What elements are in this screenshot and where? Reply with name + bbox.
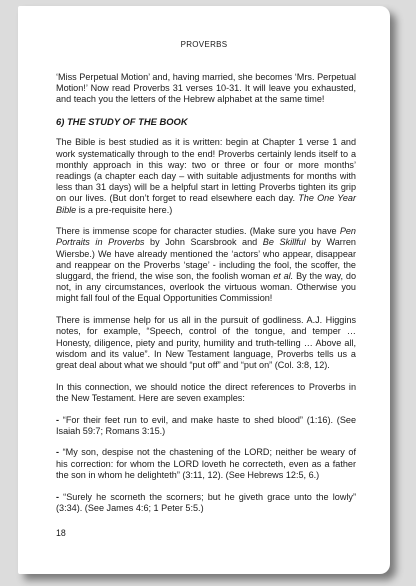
paragraph-study-text-b: is a pre-requisite here.) <box>76 204 173 215</box>
book-page <box>18 6 390 574</box>
paragraph-intro: ‘Miss Perpetual Motion’ and, having married, she becomes ‘Mrs. Perpetual Motion!’ Now read Proverbs 31 verses 10-31. It will leave you exhausted, and teach you the letters of the Hebrew alphabet at the same time! <box>56 72 356 105</box>
paragraph-study-text-a: The Bible is best studied as it is written: begin at Chapter 1 verse 1 and work systematically through to the end! Proverbs certainly lends itself to a monthly approach in this way: two or three or four or more months’ readings (a chapter each day – with suitable adjustments for months with less than 31 days) will be a helpful start in letting Proverbs tighten its grip on our lives. (But don’t forget to read elsewhere each day. <box>56 137 356 204</box>
paragraph-character-text-c: by Warren Wiersbe.) We have already mentioned the ‘actors’ who appear, disappear and reappear on the Proverbs ‘stage’ - including the fool, the scoffer, the sluggard, the friend, the wise son, the foolish woman <box>56 237 356 282</box>
bullet-text: “For their feet run to evil, and make haste to shed blood” (1:16). (See Isaiah 59:7; Romans 3:15.) <box>56 414 356 436</box>
bullet-text: “Surely he scorneth the scorners; but he giveth grace unto the lowly” (3:34). (See James 4:6; 1 Peter 5:5.) <box>56 491 356 513</box>
running-header: PROVERBS <box>180 40 228 49</box>
bullet-dash: - <box>56 414 60 425</box>
page-body <box>56 72 356 525</box>
bullet-item <box>56 447 356 481</box>
paragraph-character-text-b: by John Scarsbrook and <box>144 237 263 248</box>
latin-et-al: et al. <box>273 271 294 282</box>
paragraph-godliness: There is immense help for us all in the pursuit of godliness. A.J. Higgins notes, for example, “Speech, control of the tongue, and temper … Honesty, diligence, piety and purity, humility and truth-telling … Above all, wisdom and its value”. In New Testament language, Proverbs tells us a great deal about what we should “put off” and “put on” (Col. 3:8, 12). <box>56 315 356 370</box>
bullet-item <box>56 415 356 437</box>
bullet-item <box>56 492 356 514</box>
paragraph-character-text-d: By the way, do not, in any circumstances, overlook the virtuous woman. Otherwise you might fall foul of the Equal Opportunities Commission! <box>56 271 357 304</box>
paragraph-nt-references: In this connection, we should notice the direct references to Proverbs in the New Testament. Here are seven examples: <box>56 381 356 403</box>
paragraph-character-text-a: There is immense scope for character studies. (Make sure you have <box>56 226 340 237</box>
book-title-be-skillful: Be Skillful <box>262 237 306 248</box>
bullet-dash: - <box>56 491 60 502</box>
section-heading: 6) THE STUDY OF THE BOOK <box>56 116 188 128</box>
paragraph-study <box>56 137 356 215</box>
paragraph-character-studies <box>56 226 356 304</box>
page-number: 18 <box>56 528 66 538</box>
bullet-text: “My son, despise not the chastening of the LORD; neither be weary of his correction: for whom the LORD loveth he correcteth, even as a father the son in whom he delighteth” (3:11, 12). (See Hebrews 12:5, 6.) <box>56 447 356 480</box>
book-title-one-year-bible: The One Year Bible <box>56 193 356 215</box>
bullet-dash: - <box>56 447 60 458</box>
book-title-pen-portraits: Pen Portraits in Proverbs <box>56 226 356 248</box>
